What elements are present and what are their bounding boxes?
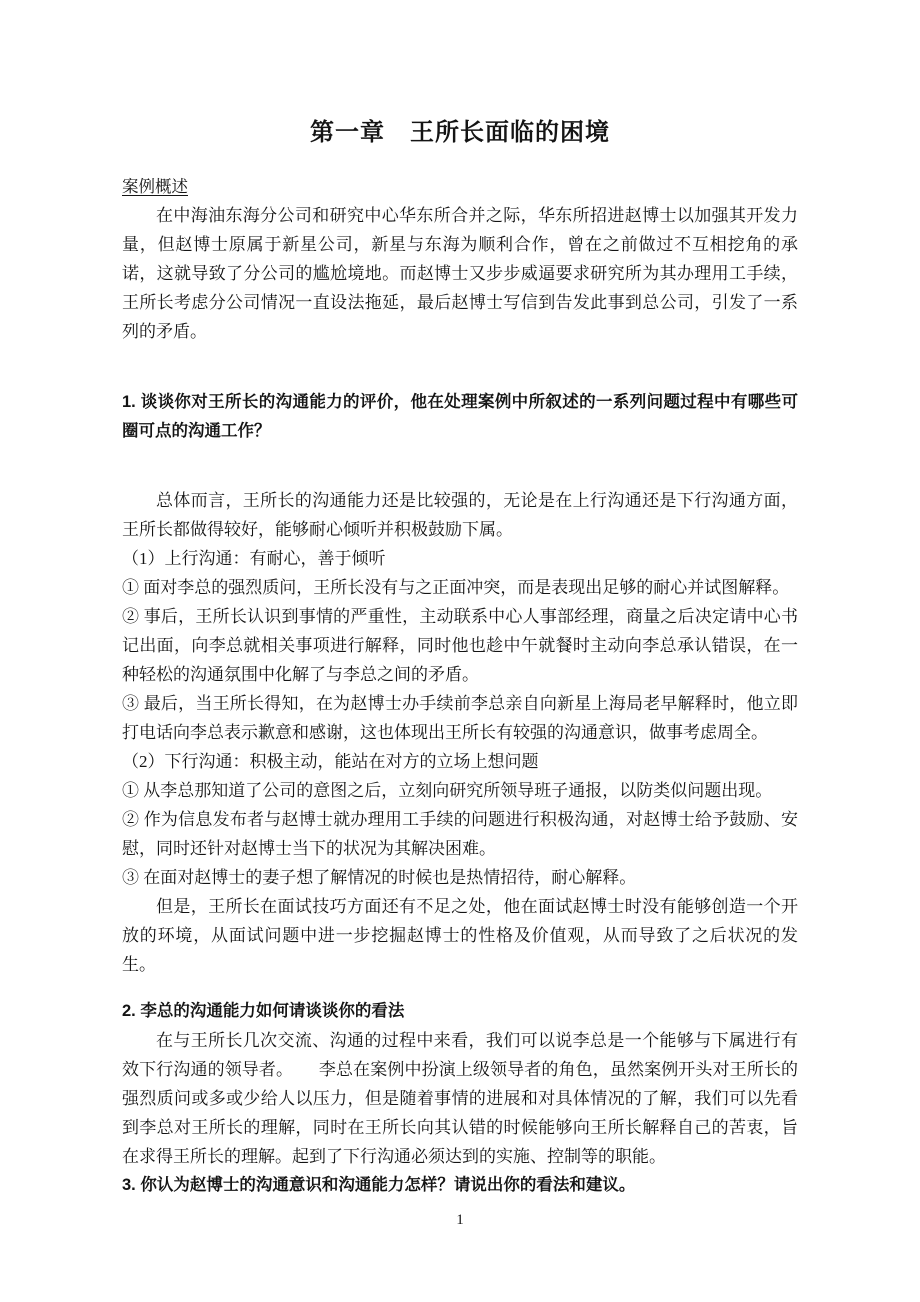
answer1-upward-point-2: ② 事后，王所长认识到事情的严重性，主动联系中心人事部经理，商量之后决定请中心书记出面，向李总就相关事项进行解释，同时他也趁中午就餐时主动向李总承认错误，在一种轻松的沟通氛围中化解了与李总之间的矛盾。 <box>122 607 798 684</box>
answer1-intro: 总体而言，王所长的沟通能力还是比较强的，无论是在上行沟通还是下行沟通方面，王所长都做得较好，能够耐心倾听并积极鼓励下属。 <box>122 491 798 539</box>
page-number: 1 <box>456 1212 464 1228</box>
question-1: 1. 谈谈你对王所长的沟通能力的评价，他在处理案例中所叙述的一系列问题过程中有哪些可圈可点的沟通工作？ <box>122 393 798 440</box>
answer1-upward-point-3: ③ 最后，当王所长得知，在为赵博士办手续前李总亲自向新星上海局老早解释时，他立即打电话向李总表示歉意和感谢，这也体现出王所长有较强的沟通意识，做事考虑周全。 <box>122 694 798 742</box>
answer2-text: 在与王所长几次交流、沟通的过程中来看，我们可以说李总是一个能够与下属进行有效下行沟通的领导者。 李总在案例中扮演上级领导者的角色，虽然案例开头对王所长的强烈质问或多或少给人以压力，但是随着事情的进展和对具体情况的了解，我们可以先看到李总对王所长的理解，同时在王所长向其认错的时候能够向王所长解释自己的苦衷，旨在求得王所长的理解。起到了下行沟通必须达到的实施、控制等的职能。 <box>122 1031 798 1166</box>
page-title: 第一章 王所长面临的困境 <box>310 119 610 146</box>
answer1-downward-heading: （2）下行沟通：积极主动，能站在对方的立场上想问题 <box>122 752 539 771</box>
question-2: 2. 李总的沟通能力如何请谈谈你的看法 <box>122 1002 405 1020</box>
answer1-upward-heading: （1）上行沟通：有耐心，善于倾听 <box>122 549 386 568</box>
answer1-conclusion: 但是，王所长在面试技巧方面还有不足之处，他在面试赵博士时没有能够创造一个开放的环境，从面试问题中进一步挖掘赵博士的性格及价值观，从而导致了之后状况的发生。 <box>122 897 798 974</box>
answer1-downward-point-1: ① 从李总那知道了公司的意图之后，立刻向研究所领导班子通报，以防类似问题出现。 <box>122 781 773 800</box>
answer1-upward-point-1: ① 面对李总的强烈质问，王所长没有与之正面冲突，而是表现出足够的耐心并试图解释。 <box>122 578 790 597</box>
answer1-downward-point-2: ② 作为信息发布者与赵博士就办理用工手续的问题进行积极沟通，对赵博士给予鼓励、安慰，同时还针对赵博士当下的状况为其解决困难。 <box>122 810 798 858</box>
case-overview-text: 在中海油东海分公司和研究中心华东所合并之际，华东所招进赵博士以加强其开发力量，但赵博士原属于新星公司，新星与东海为顺利合作，曾在之前做过不互相挖角的承诺，这就导致了分公司的尴尬境地。而赵博士又步步威逼要求研究所为其办理用工手续，王所长考虑分公司情况一直设法拖延，最后赵博士写信到告发此事到总公司，引发了一系列的矛盾。 <box>122 206 798 341</box>
question-3: 3. 你认为赵博士的沟通意识和沟通能力怎样？请说出你的看法和建议。 <box>122 1176 636 1194</box>
case-overview-heading: 案例概述 <box>122 177 188 196</box>
answer1-downward-point-3: ③ 在面对赵博士的妻子想了解情况的时候也是热情招待，耐心解释。 <box>122 868 637 887</box>
